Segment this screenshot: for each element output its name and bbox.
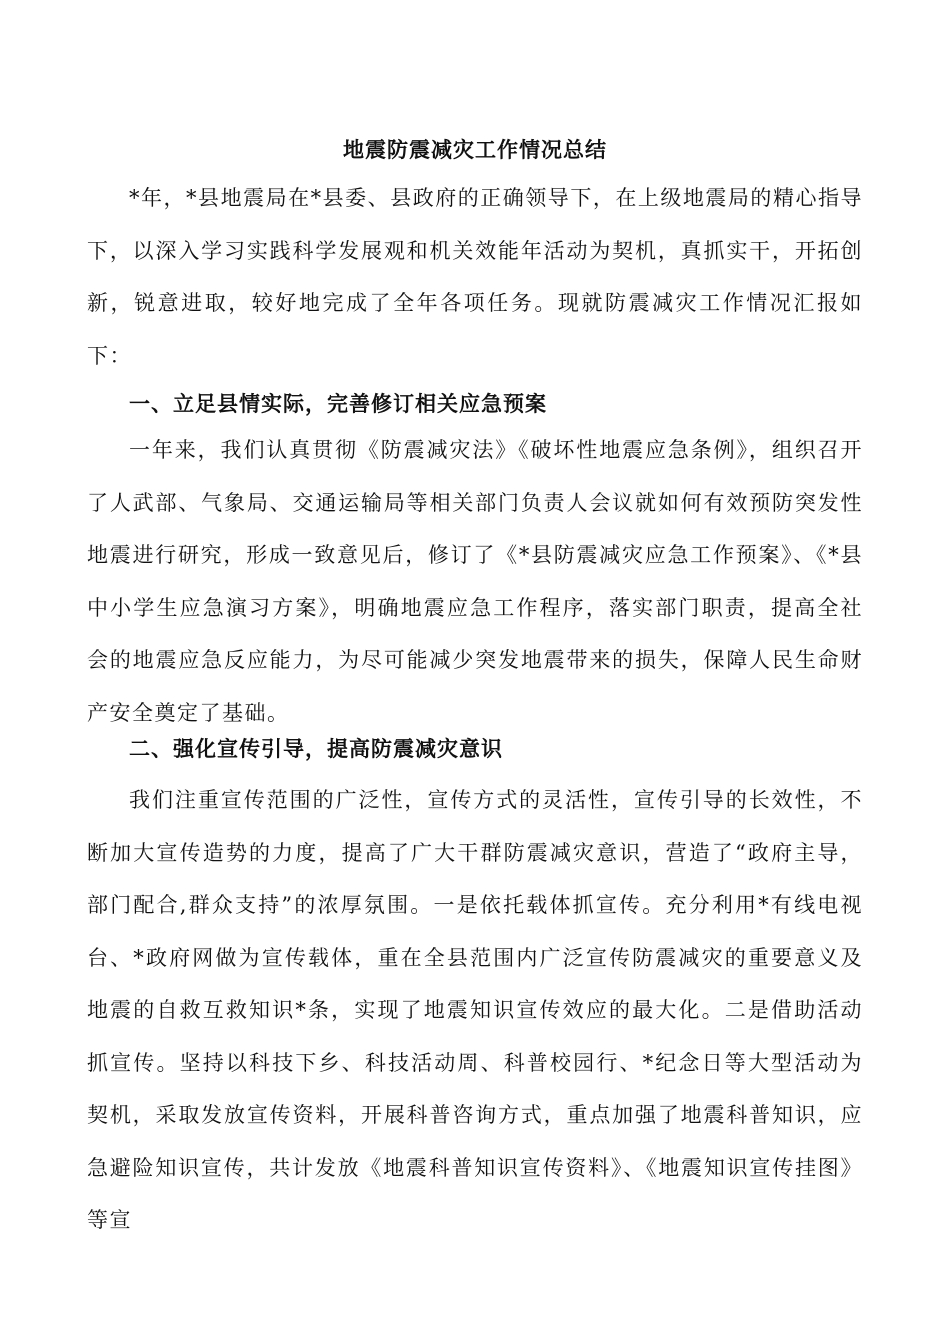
intro-paragraph: *年，*县地震局在*县委、县政府的正确领导下，在上级地震局的精心指导下，以深入学习实践科学发展观和机关效能年活动为契机，真抓实干，开拓创新，锐意进取，较好地完成了全年各项任务。现就防震减灾工作情况汇报如下：	[87, 186, 863, 368]
section-1	[87, 378, 863, 430]
intro-block	[87, 172, 863, 382]
section-2-paragraph: 我们注重宣传范围的广泛性，宣传方式的灵活性，宣传引导的长效性，不断加大宣传造势的力度，提高了广大干群防震减灾意识，营造了“政府主导，部门配合,群众支持”的浓厚氛围。一是依托载体抓宣传。充分利用*有线电视台、*政府网做为宣传载体，重在全县范围内广泛宣传防震减灾的重要意义及地震的自救互救知识*条，实现了地震知识宣传效应的最大化。二是借助活动抓宣传。坚持以科技下乡、科技活动周、科普校园行、*纪念日等大型活动为契机，采取发放宣传资料，开展科普咨询方式，重点加强了地震科普知识，应急避险知识宣传，共计发放《地震科普知识宣传资料》、《地震知识宣传挂图》等宣	[87, 788, 863, 1232]
section-2-heading: 二、强化宣传引导，提高防震减灾意识	[129, 736, 503, 761]
section-2	[87, 723, 863, 775]
section-1-paragraph: 一年来，我们认真贯彻《防震减灾法》《破坏性地震应急条例》，组织召开了人武部、气象局、交通运输局等相关部门负责人会议就如何有效预防突发性地震进行研究，形成一致意见后，修订了《*县防震减灾应急工作预案》、《*县中小学生应急演习方案》，明确地震应急工作程序，落实部门职责，提高全社会的地震应急反应能力，为尽可能减少突发地震带来的损失，保障人民生命财产安全奠定了基础。	[87, 438, 863, 725]
document-title: 地震防震减灾工作情况总结	[343, 137, 607, 162]
section-1-body-block	[87, 424, 863, 739]
section-2-body-block	[87, 774, 863, 1247]
section-1-heading: 一、立足县情实际，完善修订相关应急预案	[129, 391, 547, 416]
